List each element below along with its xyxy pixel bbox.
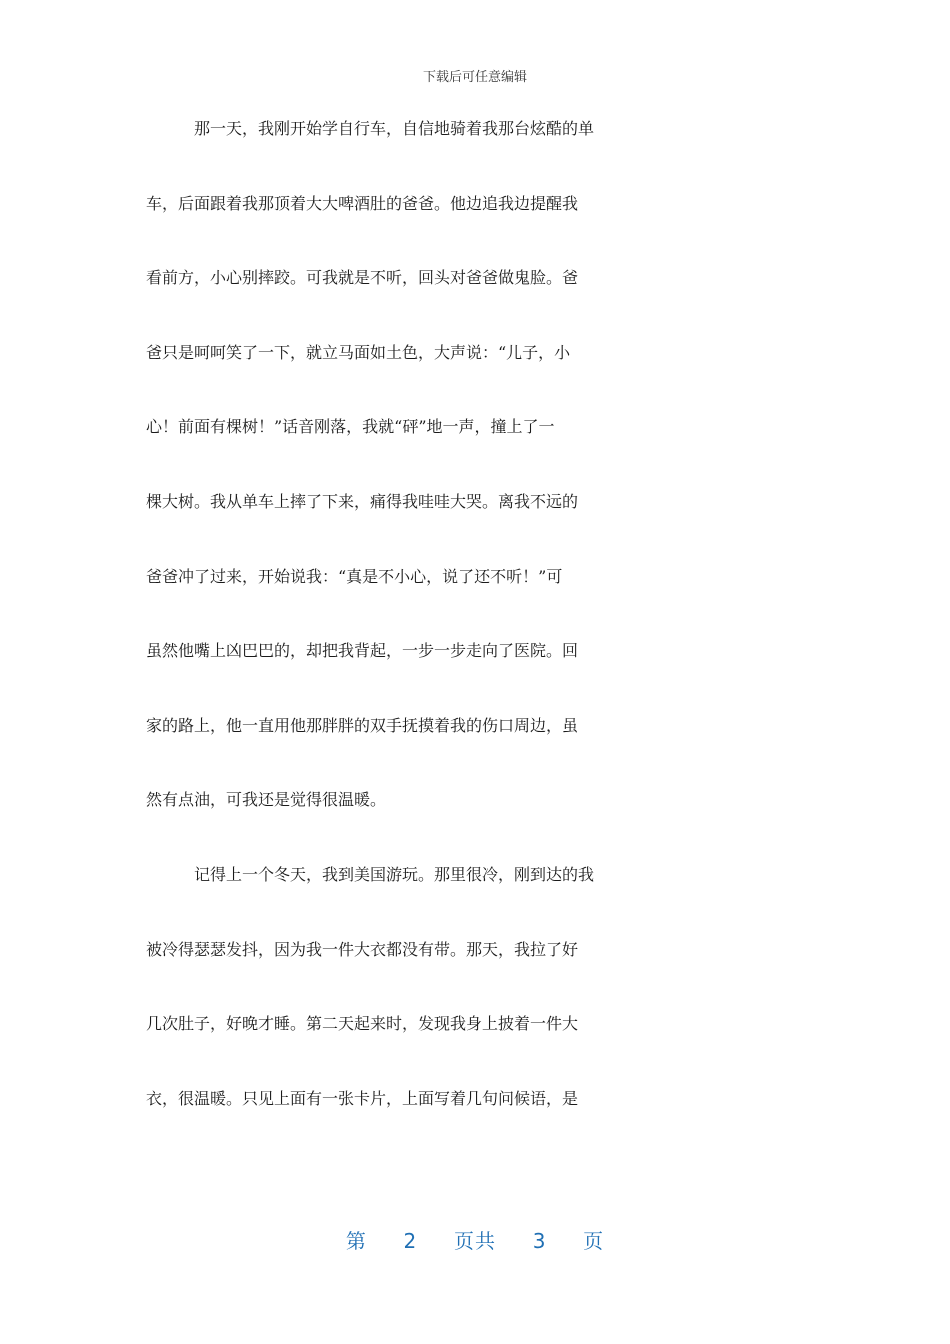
text-line: 记得上一个冬天，我到美国游玩。那里很冷，刚到达的我 — [194, 864, 595, 884]
footer-middle: 页共 — [454, 1229, 496, 1253]
footer-suffix: 页 — [583, 1229, 605, 1253]
text-line: 几次肚子，好晚才睡。第二天起来时，发现我身上披着一件大 — [146, 1014, 579, 1034]
footer-prefix: 第 — [345, 1229, 367, 1253]
text-line: 虽然他嘴上凶巴巴的，却把我背起，一步一步走向了医院。回 — [146, 641, 579, 661]
text-line: 爸只是呵呵笑了一下，就立马面如土色，大声说：“儿子，小 — [146, 342, 571, 362]
paragraph-1 — [146, 116, 792, 862]
page-header: 下载后可任意编辑 — [422, 70, 527, 85]
text-line: 车，后面跟着我那顶着大大啤酒肚的爸爸。他边追我边提醒我 — [146, 193, 579, 213]
text-line: 那一天，我刚开始学自行车，自信地骑着我那台炫酷的单 — [194, 119, 595, 138]
text-line: 心！前面有棵树！”话音刚落，我就“砰”地一声，撞上了一 — [146, 417, 555, 437]
text-line: 看前方，小心别摔跤。可我就是不听，回头对爸爸做鬼脸。爸 — [146, 268, 579, 288]
page-footer — [0, 1225, 950, 1254]
text-line: 家的路上，他一直用他那胖胖的双手抚摸着我的伤口周边，虽 — [146, 715, 579, 735]
document-body — [146, 116, 792, 1160]
text-line: 棵大树。我从单车上摔了下来，痛得我哇哇大哭。离我不远的 — [146, 491, 579, 511]
text-line: 衣，很温暖。只见上面有一张卡片，上面写着几句问候语，是 — [146, 1088, 579, 1108]
text-line: 然有点油，可我还是觉得很温暖。 — [146, 790, 387, 810]
text-line: 爸爸冲了过来，开始说我：“真是不小心，说了还不听！”可 — [146, 566, 563, 586]
total-pages-number: 3 — [532, 1229, 547, 1253]
paragraph-2 — [146, 862, 792, 1160]
text-line: 被冷得瑟瑟发抖，因为我一件大衣都没有带。那天，我拉了好 — [146, 939, 579, 959]
current-page-number: 2 — [403, 1229, 418, 1253]
